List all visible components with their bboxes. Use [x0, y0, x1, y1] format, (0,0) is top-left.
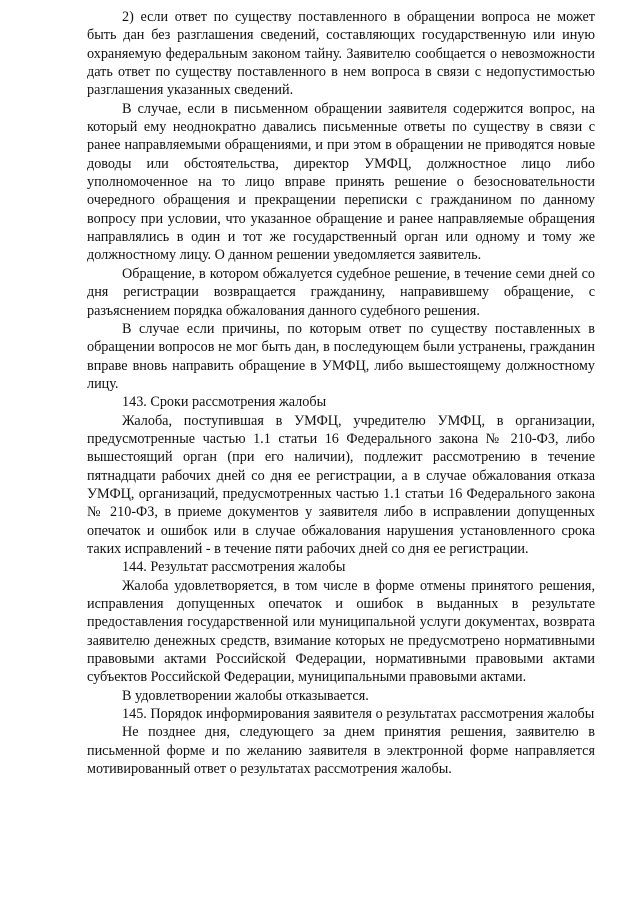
section-heading-144: 144. Результат рассмотрения жалобы: [122, 559, 346, 576]
document-page: [87, 8, 595, 778]
paragraph-complaint-refused: В удовлетворении жалобы отказывается.: [122, 687, 369, 704]
section-heading-143: 143. Сроки рассмотрения жалобы: [122, 394, 327, 411]
section-heading-145: 145. Порядок информирования заявителя о результатах рассмотрения жалобы: [122, 706, 595, 723]
paragraph-refusal-secret: 2) если ответ по существу поставленного в обращении вопроса не может быть дан без разглашения сведений, составляющих государственную или иную охраняемую федеральным законом тайну. Заявителю сообщается о невозможности дать ответ по существу поставленного в нем вопроса в связи с недопустимостью разглашения указанных сведений.: [87, 9, 595, 99]
paragraph-reasons-eliminated: В случае если причины, по которым ответ по существу поставленных в обращении вопросов не мог быть дан, в последующем были устранены, гражданин вправе вновь направить обращение в УМФЦ, либо вышестоящему должностному лицу.: [87, 320, 595, 392]
paragraph-complaint-satisfied: Жалоба удовлетворяется, в том числе в форме отмены принятого решения, исправления допущенных опечаток и ошибок в выданных в результате предоставления государственной или муниципальной услуги документах, возврата заявителю денежных средств, взимание которых не предусмотрено нормативными правовыми актами Российской Федерации, нормативными правовыми актами субъектов Российской Федерации, муниципальными правовыми актами.: [87, 577, 595, 686]
paragraph-repeated-appeal: В случае, если в письменном обращении заявителя содержится вопрос, на который ему неоднократно давались письменные ответы по существу в связи с ранее направляемыми обращениями, и при этом в обращении не приводятся новые доводы или обстоятельства, директор УМФЦ, должностное лицо либо уполномоченное на то лицо вправе принять решение о безосновательности очередного обращения и прекращении переписки с гражданином по данному вопросу при условии, что указанное обращение и ранее направляемые обращения направлялись в один и тот же государственный орган или одному и тому же должностному лицу. О данном решении уведомляется заявитель.: [87, 100, 595, 264]
paragraph-court-decision: Обращение, в котором обжалуется судебное решение, в течение семи дней со дня регистрации возвращается гражданину, направившему обращение, с разъяснением порядка обжалования данного судебного решения.: [87, 265, 595, 319]
paragraph-informing-result: Не позднее дня, следующего за днем принятия решения, заявителю в письменной форме и по желанию заявителя в электронной форме направляется мотивированный ответ о результатах рассмотрения жалобы.: [87, 724, 595, 778]
paragraph-complaint-terms: Жалоба, поступившая в УМФЦ, учредителю УМФЦ, в организации, предусмотренные частью 1.1 статьи 16 Федерального закона № 210-ФЗ, либо вышестоящий орган (при его наличии), подлежит рассмотрению в течение пятнадцати рабочих дней со дня ее регистрации, а в случае обжалования отказа УМФЦ, организаций, предусмотренных частью 1.1 статьи 16 Федерального закона № 210-ФЗ, в приеме документов у заявителя либо в исправлении допущенных опечаток и ошибок или в случае обжалования нарушения установленного срока таких исправлений - в течение пяти рабочих дней со дня ее регистрации.: [87, 412, 595, 557]
